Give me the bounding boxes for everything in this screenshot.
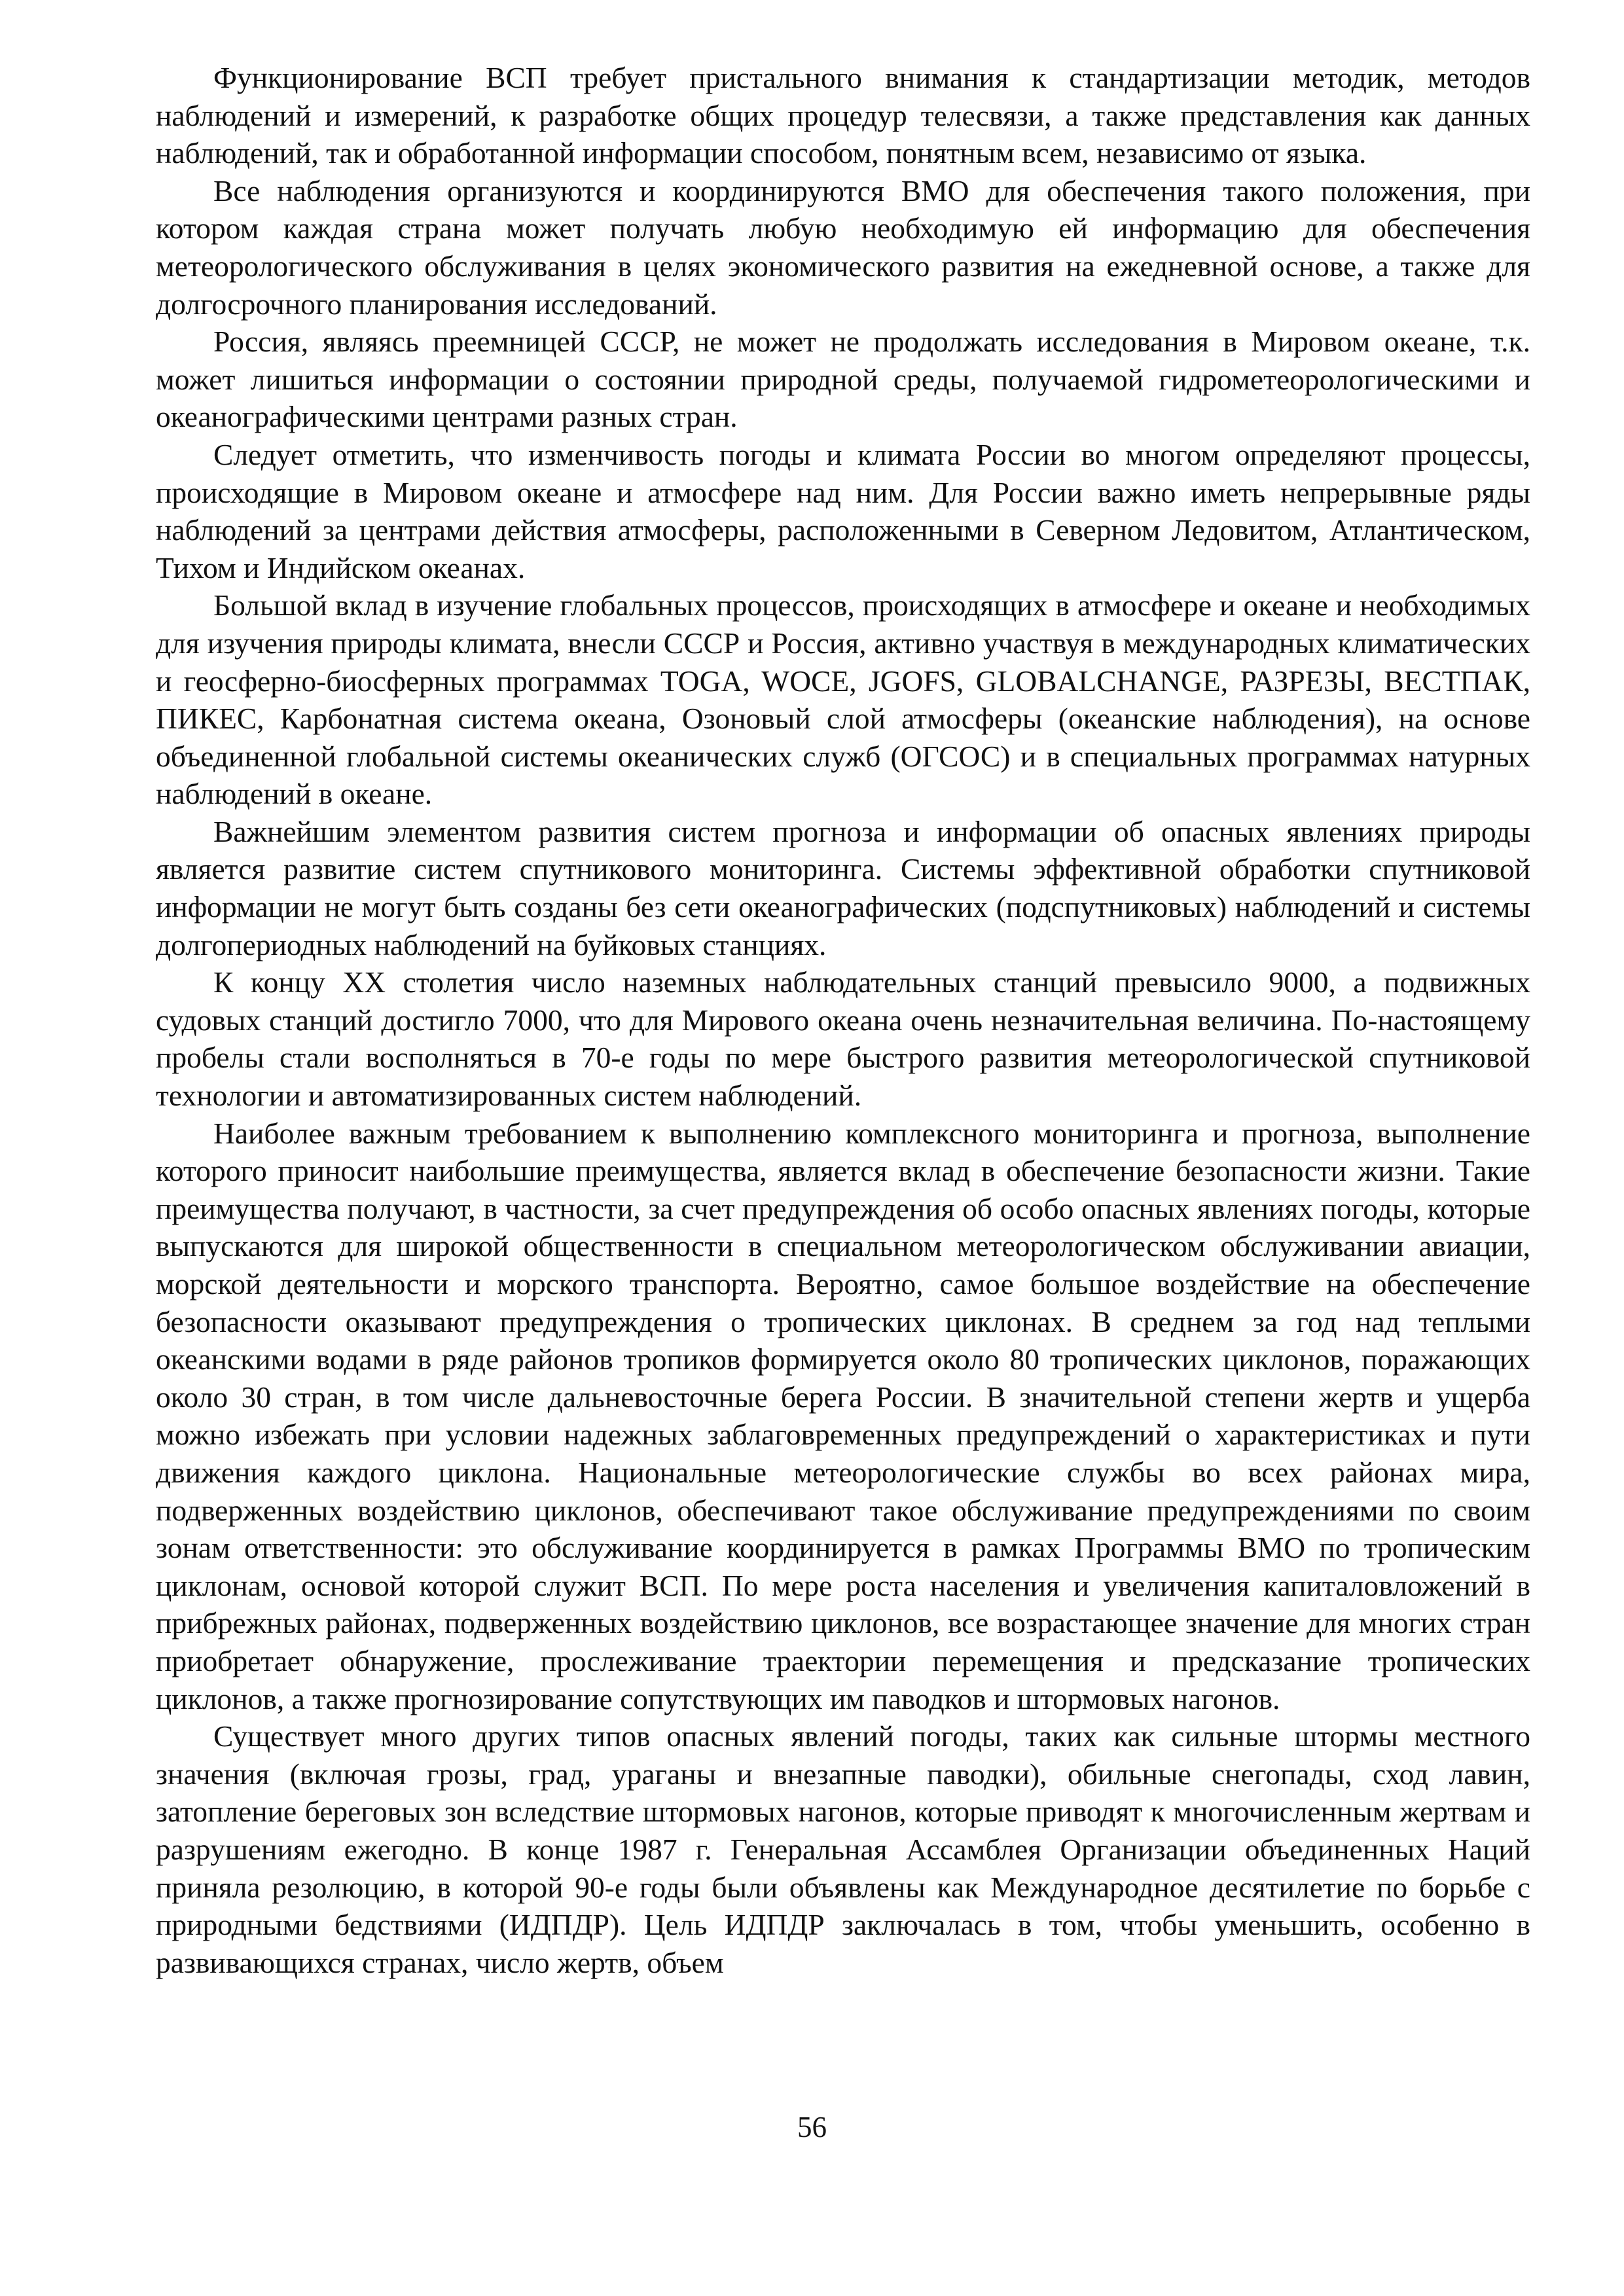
paragraph-wmo-coordination: Все наблюдения организуются и координируются ВМО для обеспечения такого положения, при котором каждая страна может получать любую необходимую ей информацию для обеспечения метеорологического обслуживания в целях экономического развития на ежедневной основе, а также для долгосрочного планирования исследований. xyxy=(156,173,1530,321)
paragraph-global-programs: Большой вклад в изучение глобальных процессов, происходящих в атмосфере и океане и необходимых для изучения природы климата, внесли СССР и Россия, активно участвуя в международных климатических и геосферно-биосферных программах TOGA, WOCE, JGOFS, GLOBALCHANGE, РАЗРЕЗЫ, ВЕСТПАК, ПИКЕС, Карбонатная система океана, Озоновый слой атмосферы (океанские наблюдения), на основе объединенной глобальной системы океанических служб (ОГСОС) и в специальных программах натурных наблюдений в океане. xyxy=(156,588,1530,811)
paragraph-russia-research: Россия, являясь преемницей СССР, не может не продолжать исследования в Мировом океане, т.к. может лишиться информации о состоянии природной среды, получаемой гидрометеорологическими и океанографическими центрами разных стран. xyxy=(156,325,1530,434)
paragraph-climate-variability: Следует отметить, что изменчивость погоды и климата России во многом определяют процессы, происходящие в Мировом океане и атмосфере над ним. Для России важно иметь непрерывные ряды наблюдений за центрами действия атмосферы, расположенными в Северном Ледовитом, Атлантическом, Тихом и Индийском океанах. xyxy=(156,437,1530,584)
paragraph-hazardous-phenomena: Существует много других типов опасных явлений погоды, таких как сильные штормы местного значения (включая грозы, град, ураганы и внезапные паводки), обильные снегопады, сход лавин, затопление береговых зон вследствие штормовых нагонов, которые приводят к многочисленным жертвам и разрушениям ежегодно. В конце 1987 г. Генеральная Ассамблея Организации объединенных Наций приняла резолюцию, в которой 90-е годы были объявлены как Международное десятилетие по борьбе с природными бедствиями (ИДПДР). Цель ИДПДР заключалась в том, чтобы уменьшить, особенно в развивающихся странах, число жертв, объем xyxy=(156,1719,1530,1979)
paragraph-observation-stations: К концу ХХ столетия число наземных наблюдательных станций превысило 9000, а подвижных судовых станций достигло 7000, что для Мирового океана очень незначительная величина. По-настоящему пробелы стали восполняться в 70-е годы по мере быстрого развития метеорологической спутниковой технологии и автоматизированных систем наблюдений. xyxy=(156,965,1530,1113)
paragraph-satellite-monitoring: Важнейшим элементом развития систем прогноза и информации об опасных явлениях природы является развитие систем спутникового мониторинга. Системы эффективной обработки спутниковой информации не могут быть созданы без сети океанографических (подспутниковых) наблюдений и системы долгопериодных наблюдений на буйковых станциях. xyxy=(156,814,1530,961)
paragraph-vsp-standardization: Функционирование ВСП требует пристального внимания к стандартизации методик, методов наблюдений и измерений, к разработке общих процедур телесвязи, а также представления как данных наблюдений, так и обработанной информации способом, понятным всем, независимо от языка. xyxy=(156,61,1530,170)
page-number: 56 xyxy=(797,2111,827,2144)
paragraph-tropical-cyclones: Наиболее важным требованием к выполнению комплексного мониторинга и прогноза, выполнение которого приносит наибольшие преимущества, является вклад в обеспечение безопасности жизни. Такие преимущества получают, в частности, за счет предупреждения об особо опасных явлениях погоды, которые выпускаются для широкой общественности в специальном метеорологическом обслуживании авиации, морской деятельности и морского транспорта. Вероятно, самое большое воздействие на обеспечение безопасности оказывают предупреждения о тропических циклонах. В среднем за год над теплыми океанскими водами в ряде районов тропиков формируется около 80 тропических циклонов, поражающих около 30 стран, в том числе дальневосточные берега России. В значительной степени жертв и ущерба можно избежать при условии надежных заблаговременных предупреждений о характеристиках и пути движения каждого циклона. Национальные метеорологические службы во всех районах мира, подверженных воздействию циклонов, обеспечивают такое обслуживание предупреждениями по своим зонам ответственности: это обслуживание координируется в рамках Программы ВМО по тропическим циклонам, основой которой служит ВСП. По мере роста населения и увеличения капиталовложений в прибрежных районах, подверженных воздействию циклонов, все возрастающее значение для многих стран приобретает обнаружение, прослеживание траектории перемещения и предсказание тропических циклонов, а также прогнозирование сопутствующих им паводков и штормовых нагонов. xyxy=(156,1116,1530,1715)
page-body xyxy=(156,59,1530,1981)
